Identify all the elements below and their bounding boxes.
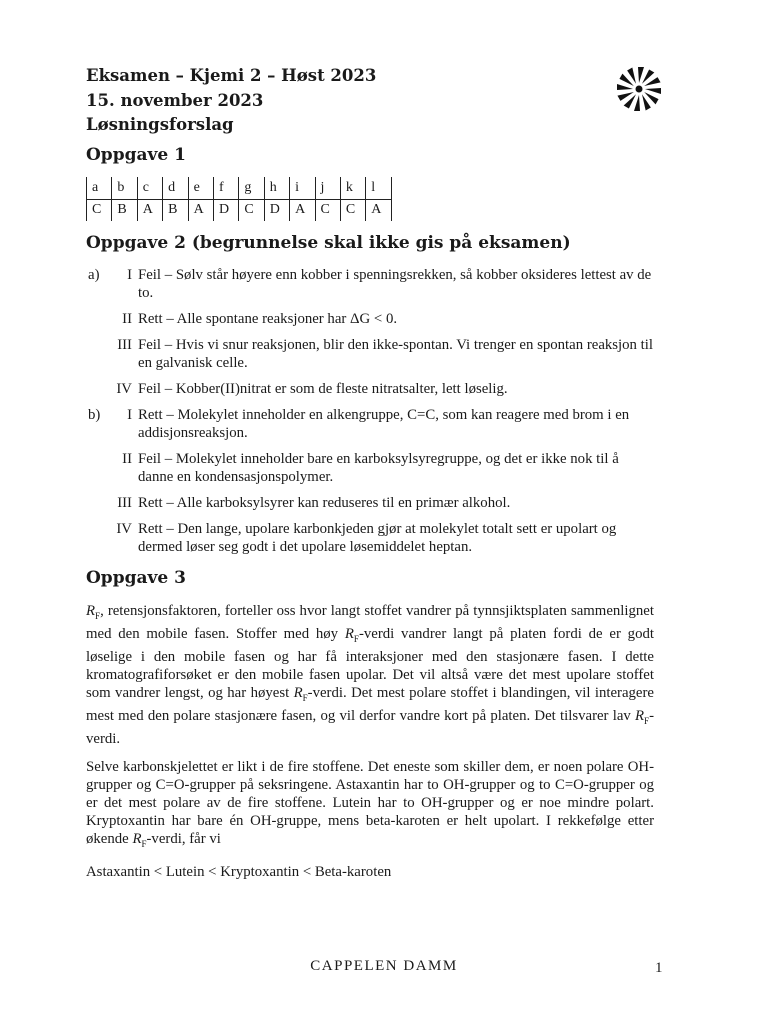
statement-item: [86, 494, 654, 512]
statement-item: [86, 310, 654, 328]
statement-number: II: [122, 451, 132, 467]
task-3-order: Astaxantin < Lutein < Kryptoxantin < Beta-karoten: [86, 863, 392, 880]
publisher-logo-icon: [614, 64, 664, 114]
statement-text: Rett – Den lange, upolare karbonkjeden gjør at molekylet totalt sett er upolart og dermed løser seg godt i det upolare løsemiddelet heptan.: [138, 521, 617, 555]
answer-value-cell: D: [264, 199, 289, 221]
statement-text: Rett – Molekylet inneholder en alkengruppe, C=C, som kan reagere med brom i en addisjonsreaksjon.: [138, 407, 630, 441]
statement-text: Feil – Kobber(II)nitrat er som de fleste nitratsalter, lett løselig.: [138, 381, 508, 397]
answer-letter-cell: h: [264, 177, 289, 199]
rf-subscript: F: [95, 610, 101, 621]
group-label: b): [88, 407, 101, 423]
logo-petal: [617, 84, 633, 90]
rf-letter: R: [344, 625, 354, 642]
rf-symbol: [132, 831, 146, 847]
statement-number: I: [127, 267, 132, 283]
answer-value-cell: C: [315, 199, 340, 221]
exam-title: Eksamen – Kjemi 2 – Høst 2023: [86, 66, 377, 85]
task-3-heading: Oppgave 3: [86, 568, 186, 588]
task-3-paragraph-2: [86, 758, 654, 853]
answer-letter-cell: j: [315, 177, 340, 199]
rf-letter: R: [635, 707, 645, 724]
rf-subscript: F: [302, 692, 308, 703]
answer-value-cell: C: [340, 199, 365, 221]
answer-value-cell: A: [188, 199, 213, 221]
statement-number: III: [117, 495, 132, 511]
statement-number: II: [122, 311, 132, 327]
statement-number: III: [117, 337, 132, 353]
p1-segment-4: -verdi.: [86, 707, 654, 747]
rf-letter: R: [293, 684, 303, 701]
answer-letter-cell: c: [137, 177, 162, 199]
rf-letter: R: [86, 603, 96, 619]
answer-value-cell: A: [137, 199, 162, 221]
answer-value-cell: A: [366, 199, 391, 221]
task-2-group: [86, 266, 654, 398]
rf-subscript: F: [353, 633, 359, 644]
rf-subscript: F: [141, 838, 147, 849]
rf-letter: R: [132, 830, 142, 847]
statement-number: I: [127, 407, 132, 423]
answer-value-cell: A: [290, 199, 315, 221]
task-2-heading: Oppgave 2 (begrunnelse skal ikke gis på eksamen): [86, 233, 571, 253]
p2-segment-2: -verdi, får vi: [146, 830, 221, 847]
task-2-items: [86, 266, 654, 564]
document-subtitle: Løsningsforslag: [86, 115, 234, 134]
group-label: a): [88, 267, 100, 283]
rf-symbol: [345, 626, 359, 642]
statement-text: Feil – Hvis vi snur reaksjonen, blir den ikke-spontan. Vi trenger en spontan reaksjon til en galvanisk celle.: [138, 337, 653, 371]
answer-letter-cell: l: [366, 177, 391, 199]
exam-date: 15. november 2023: [86, 90, 264, 110]
p1-segment-1: , retensjonsfaktoren, forteller oss hvor langt stoffet vandrer på tynnsjiktsplaten sammenlignet med den mobile fasen. Stoffer med høy: [86, 603, 654, 642]
answer-value-cell: C: [239, 199, 264, 221]
statement-item: [86, 450, 654, 486]
answer-table: [86, 177, 392, 221]
answer-value-cell: C: [87, 199, 112, 221]
logo-petal: [634, 95, 640, 111]
statement-text: Rett – Alle karboksylsyrer kan reduseres til en primær alkohol.: [138, 495, 511, 511]
statement-item: [86, 266, 654, 302]
statement-text: Feil – Sølv står høyere enn kobber i spenningsrekken, så kobber oksideres lettest av de to.: [138, 267, 652, 301]
rf-symbol: [86, 603, 100, 619]
logo-petal: [645, 88, 661, 94]
task-3-paragraph-1: [86, 602, 654, 748]
statement-item: [86, 520, 654, 556]
answer-letter-cell: g: [239, 177, 264, 199]
answer-value-cell: B: [112, 199, 137, 221]
task-3-body: [86, 602, 654, 891]
task-2-group: [86, 406, 654, 556]
p1-segment-2: -verdi vandrer langt på platen fordi de er godt løselige i den mobile fasen og har få interaksjoner med den stasjonære fasen. I dette kromatografiforsøket er den mobile fasen upolar. Det vil altså være det mest upolare stoffet som vandrer lengst, og har høyest: [86, 625, 654, 701]
statement-item: [86, 336, 654, 372]
statement-text: Rett – Alle spontane reaksjoner har ΔG < 0.: [138, 311, 398, 327]
answer-values-row: [87, 199, 392, 221]
logo-petal: [638, 67, 644, 83]
publisher-brand: CAPPELEN DAMM: [310, 958, 458, 974]
answer-letter-cell: d: [163, 177, 188, 199]
answer-letter-cell: f: [213, 177, 238, 199]
rf-subscript: F: [644, 715, 650, 726]
logo-center: [636, 86, 643, 93]
answer-letters-row: [87, 177, 392, 199]
statement-number: IV: [116, 381, 132, 397]
statement-number: IV: [116, 521, 132, 537]
answer-letter-cell: k: [340, 177, 365, 199]
answer-letter-cell: i: [290, 177, 315, 199]
answer-letter-cell: e: [188, 177, 213, 199]
answer-value-cell: D: [213, 199, 238, 221]
rf-symbol: [294, 685, 308, 701]
rf-symbol: [635, 708, 649, 724]
p2-segment-1: Selve karbonskjelettet er likt i de fire stoffene. Det eneste som skiller dem, er noen polare OH-grupper og C=O-grupper på seksringene. Astaxantin har to OH-grupper og to C=O-grupper og er det mest polare av de fire stoffene. Lutein har to OH-grupper og er noe mindre polart. Kryptoxantin har bare én OH-gruppe, mens beta-karoten er helt upolart. I rekkefølge etter økende: [86, 758, 654, 847]
statement-item: [86, 380, 654, 398]
answer-value-cell: B: [163, 199, 188, 221]
answer-letter-cell: b: [112, 177, 137, 199]
statement-text: Feil – Molekylet inneholder bare en karboksylsyregruppe, og det er ikke nok til å danne en kondensasjonspolymer.: [138, 451, 619, 485]
title-block: [86, 64, 376, 138]
statement-item: [86, 406, 654, 442]
p1-segment-3: -verdi. Det mest polare stoffet i blandingen, vil interagere mest med den polare stasjonære fasen, og vil derfor vandre kort på platen. Det tilsvarer lav: [86, 684, 654, 724]
page-number: 1: [655, 960, 663, 976]
task-1-heading: Oppgave 1: [86, 145, 186, 165]
answer-letter-cell: a: [87, 177, 112, 199]
